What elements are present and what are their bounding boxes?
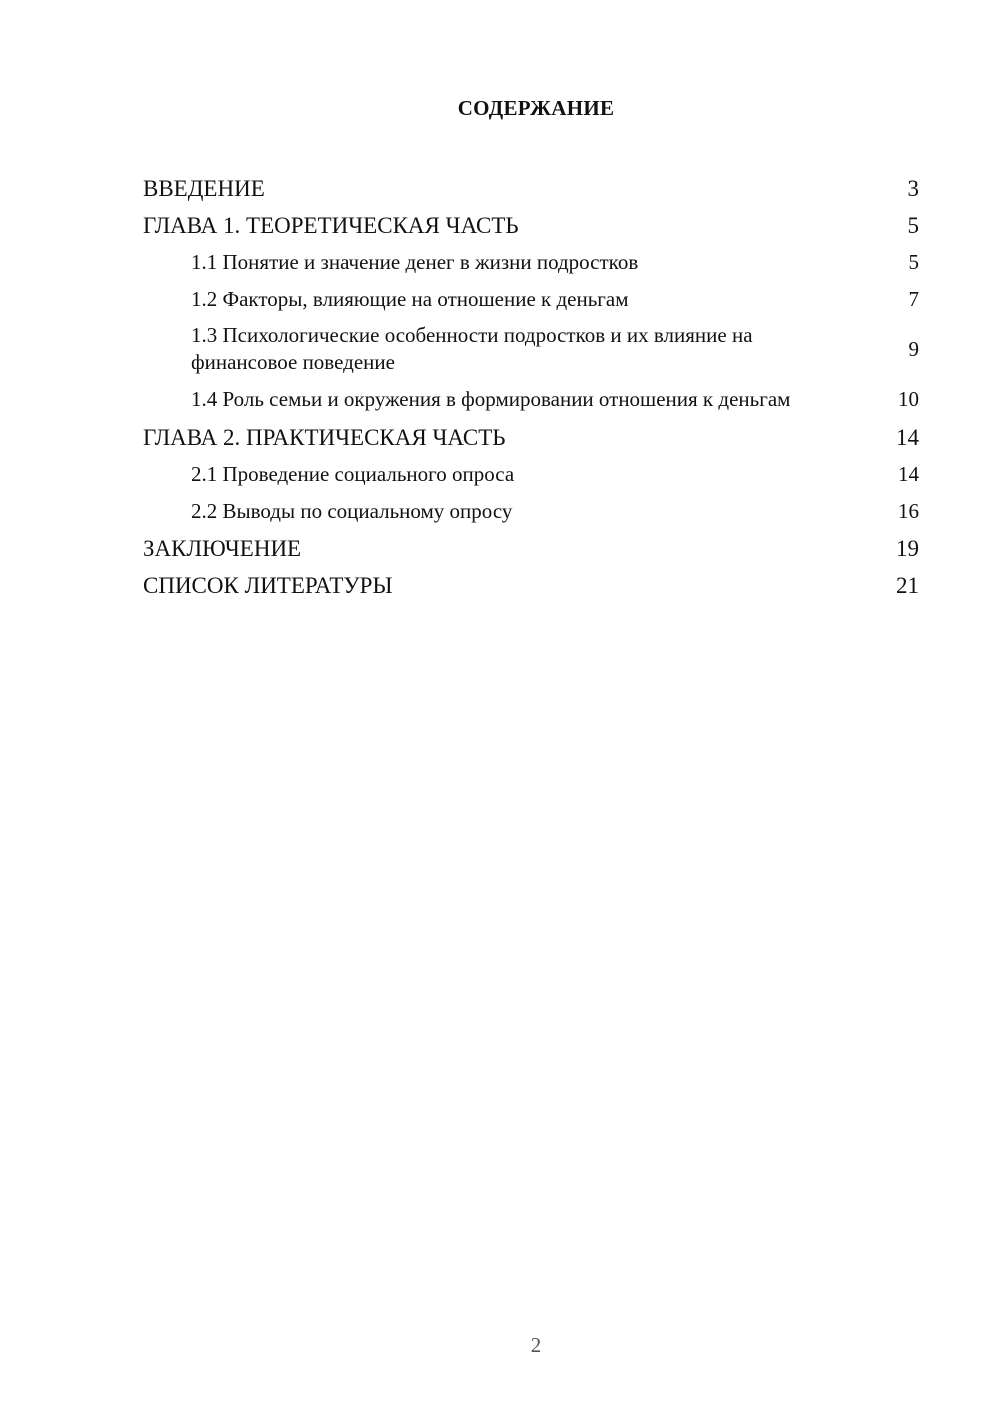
toc-entry-page: 19 bbox=[896, 536, 919, 561]
toc-entry-section-2-2[interactable] bbox=[143, 493, 919, 530]
toc-entry-introduction[interactable] bbox=[143, 170, 919, 207]
toc-entry-text: 1.1 Понятие и значение денег в жизни подростков bbox=[191, 250, 639, 274]
toc-entry-page: 3 bbox=[907, 176, 919, 201]
toc-entry-text: ГЛАВА 1. ТЕОРЕТИЧЕСКАЯ ЧАСТЬ bbox=[143, 213, 519, 238]
toc-entry-text: ЗАКЛЮЧЕНИЕ bbox=[143, 536, 302, 561]
toc-entry-text: СПИСОК ЛИТЕРАТУРЫ bbox=[143, 573, 393, 598]
toc-entry-page: 14 bbox=[896, 425, 919, 450]
toc-entry-page: 16 bbox=[898, 499, 919, 523]
toc-entry-text: 2.1 Проведение социального опроса bbox=[191, 462, 515, 486]
toc-entry-page: 10 bbox=[898, 387, 919, 411]
toc-entry-chapter-2[interactable] bbox=[143, 419, 919, 456]
toc-entry-page: 9 bbox=[908, 336, 919, 361]
toc-entry-page: 7 bbox=[908, 287, 919, 311]
toc-entry-section-1-1[interactable] bbox=[143, 244, 919, 281]
page-title: СОДЕРЖАНИЕ bbox=[457, 96, 615, 120]
toc-entry-page: 5 bbox=[908, 250, 919, 274]
toc-entry-page: 14 bbox=[898, 462, 919, 486]
toc-entry-page: 21 bbox=[896, 573, 919, 598]
toc-entry-section-1-2[interactable] bbox=[143, 281, 919, 318]
toc-entry-page: 5 bbox=[907, 213, 919, 238]
toc-entry-section-2-1[interactable] bbox=[143, 456, 919, 493]
toc-entry-chapter-1[interactable] bbox=[143, 207, 919, 244]
toc-entry-section-1-4[interactable] bbox=[143, 382, 919, 419]
toc-entry-references[interactable] bbox=[143, 567, 919, 604]
toc-entry-conclusion[interactable] bbox=[143, 530, 919, 567]
toc-entry-text: ВВЕДЕНИЕ bbox=[143, 176, 265, 201]
page-number: 2 bbox=[530, 1333, 542, 1357]
toc-entry-text: 1.4 Роль семьи и окружения в формировании отношения к деньгам bbox=[191, 387, 791, 411]
toc-entry-text: ГЛАВА 2. ПРАКТИЧЕСКАЯ ЧАСТЬ bbox=[143, 425, 506, 450]
toc-entry-text: 1.2 Факторы, влияющие на отношение к деньгам bbox=[191, 287, 629, 311]
toc-entry-text: 1.3 Психологические особенности подростков и их влияние на финансовое поведение bbox=[191, 323, 753, 374]
table-of-contents bbox=[143, 170, 919, 604]
toc-entry-section-1-3[interactable] bbox=[143, 318, 919, 382]
toc-entry-text: 2.2 Выводы по социальному опросу bbox=[191, 499, 513, 523]
